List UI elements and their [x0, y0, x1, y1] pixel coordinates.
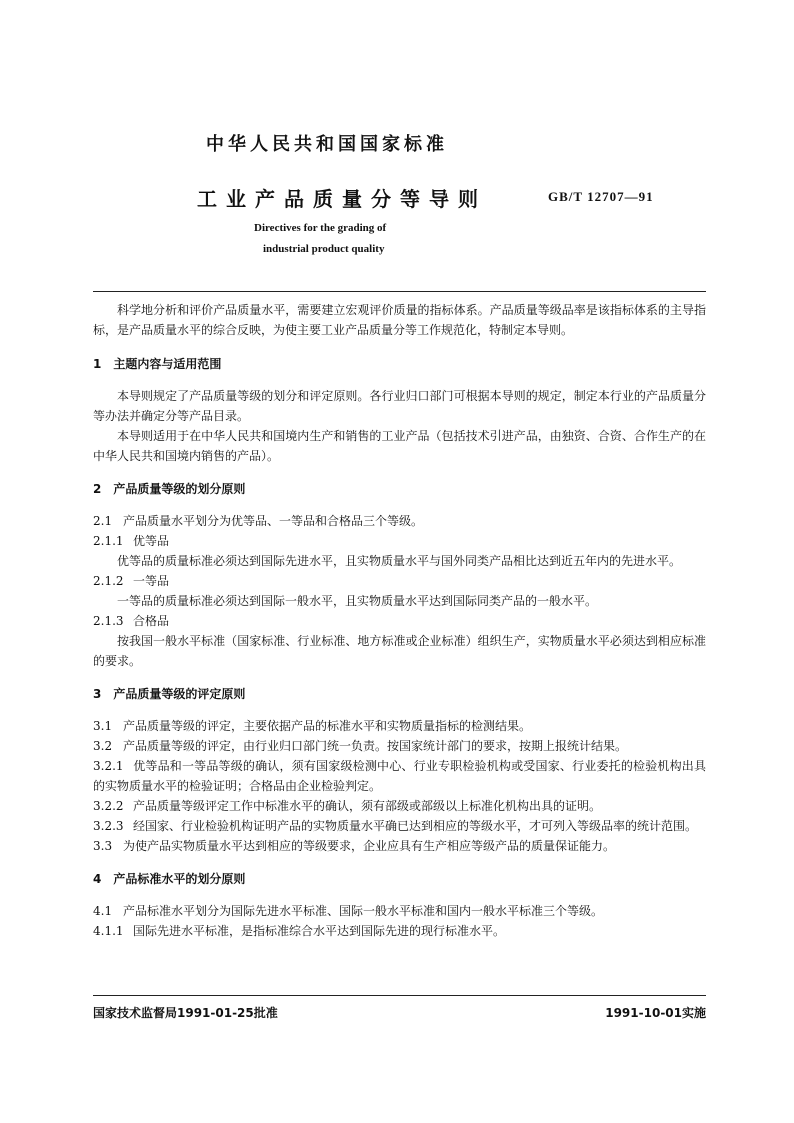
clause-text: 经国家、行业检验机构证明产品的实物质量水平确已达到相应的等级水平，才可列入等级品率的统计范围。 — [133, 819, 698, 833]
clause-4-1-1 — [93, 921, 706, 941]
clause-3-3 — [93, 836, 706, 856]
clause-number: 4.1 — [93, 904, 113, 918]
clause-text: 一等品 — [133, 574, 170, 588]
clause-2-1-2 — [93, 571, 706, 591]
clause-text: 国际先进水平标准，是指标准综合水平达到国际先进的现行标准水平。 — [133, 924, 506, 938]
clause-text: 为使产品实物质量水平达到相应的等级要求，企业应具有生产相应等级产品的质量保证能力。 — [123, 839, 616, 853]
clause-text: 产品质量水平划分为优等品、一等品和合格品三个等级。 — [123, 514, 424, 528]
section-3-heading: 3 产品质量等级的评定原则 — [93, 687, 246, 701]
clause-text: 合格品 — [133, 614, 170, 628]
clause-2-1-3 — [93, 611, 706, 631]
clause-2-1-1-body: 优等品的质量标准必须达到国际先进水平，且实物质量水平与国外同类产品相比达到近五年内的先进水平。 — [117, 554, 682, 568]
clause-text: 优等品 — [133, 534, 170, 548]
effective-date-line: 1991-10-01实施 — [605, 1006, 706, 1020]
clause-text: 优等品和一等品等级的确认，须有国家级检测中心、行业专职检验机构或受国家、行业委托的检验机构出具的实物质量水平的检验证明；合格品由企业检验判定。 — [93, 759, 706, 793]
section-1-paragraph-2: 本导则适用于在中华人民共和国境内生产和销售的工业产品（包括技术引进产品，由独资、合资、合作生产的在中华人民共和国境内销售的产品）。 — [93, 429, 706, 463]
intro-paragraph: 科学地分析和评价产品质量水平，需要建立宏观评价质量的指标体系。产品质量等级品率是该指标体系的主导指标，是产品质量水平的综合反映，为使主要工业产品质量分等工作规范化，特制定本导则。 — [93, 303, 706, 337]
clause-number: 2.1.2 — [93, 574, 124, 588]
clause-number: 3.2.2 — [93, 799, 124, 813]
section-4-heading: 4 产品标准水平的划分原则 — [93, 872, 246, 886]
clause-3-1 — [93, 716, 706, 736]
clause-4-1 — [93, 901, 706, 921]
clause-2-1 — [93, 511, 706, 531]
clause-2-1-3-body: 按我国一般水平标准（国家标准、行业标准、地方标准或企业标准）组织生产，实物质量水平必须达到相应标准的要求。 — [93, 634, 706, 668]
document-body — [93, 296, 706, 941]
clause-text: 产品质量等级评定工作中标准水平的确认，须有部级或部级以上标准化机构出具的证明。 — [133, 799, 602, 813]
clause-text: 产品质量等级的评定，主要依据产品的标准水平和实物质量指标的检测结果。 — [123, 719, 532, 733]
section-2-heading: 2 产品质量等级的划分原则 — [93, 482, 246, 496]
standard-code: GB/T 12707—91 — [548, 189, 654, 204]
clause-3-2-1 — [93, 756, 706, 796]
section-1-heading: 1 主题内容与适用范围 — [93, 357, 222, 371]
clause-3-2-2 — [93, 796, 706, 816]
clause-number: 2.1.3 — [93, 614, 124, 628]
clause-3-2-3 — [93, 816, 706, 836]
top-divider — [93, 291, 706, 292]
approval-line: 国家技术监督局1991-01-25批准 — [93, 1006, 278, 1020]
section-1-paragraph-1: 本导则规定了产品质量等级的划分和评定原则。各行业归口部门可根据本导则的规定，制定本行业的产品质量分等办法并确定分等产品目录。 — [93, 389, 706, 423]
clause-number: 3.3 — [93, 839, 113, 853]
national-standard-heading: 中华人民共和国国家标准 — [206, 134, 448, 155]
clause-2-1-1 — [93, 531, 706, 551]
bottom-divider — [93, 995, 706, 996]
clause-number: 3.2 — [93, 739, 113, 753]
clause-number: 3.2.1 — [93, 759, 124, 773]
clause-number: 3.1 — [93, 719, 113, 733]
clause-number: 2.1 — [93, 514, 113, 528]
clause-number: 2.1.1 — [93, 534, 124, 548]
document-title: 工业产品质量分等导则 — [197, 187, 487, 211]
clause-number: 3.2.3 — [93, 819, 124, 833]
clause-2-1-2-body: 一等品的质量标准必须达到国际一般水平，且实物质量水平达到国际同类产品的一般水平。 — [117, 594, 598, 608]
clause-number: 4.1.1 — [93, 924, 124, 938]
english-title-line-1: Directives for the grading of — [254, 222, 387, 234]
clause-text: 产品质量等级的评定，由行业归口部门统一负责。按国家统计部门的要求，按期上报统计结果。 — [123, 739, 628, 753]
clause-3-2 — [93, 736, 706, 756]
english-title-line-2: industrial product quality — [263, 243, 385, 255]
clause-text: 产品标准水平划分为国际先进水平标准、国际一般水平标准和国内一般水平标准三个等级。 — [123, 904, 604, 918]
